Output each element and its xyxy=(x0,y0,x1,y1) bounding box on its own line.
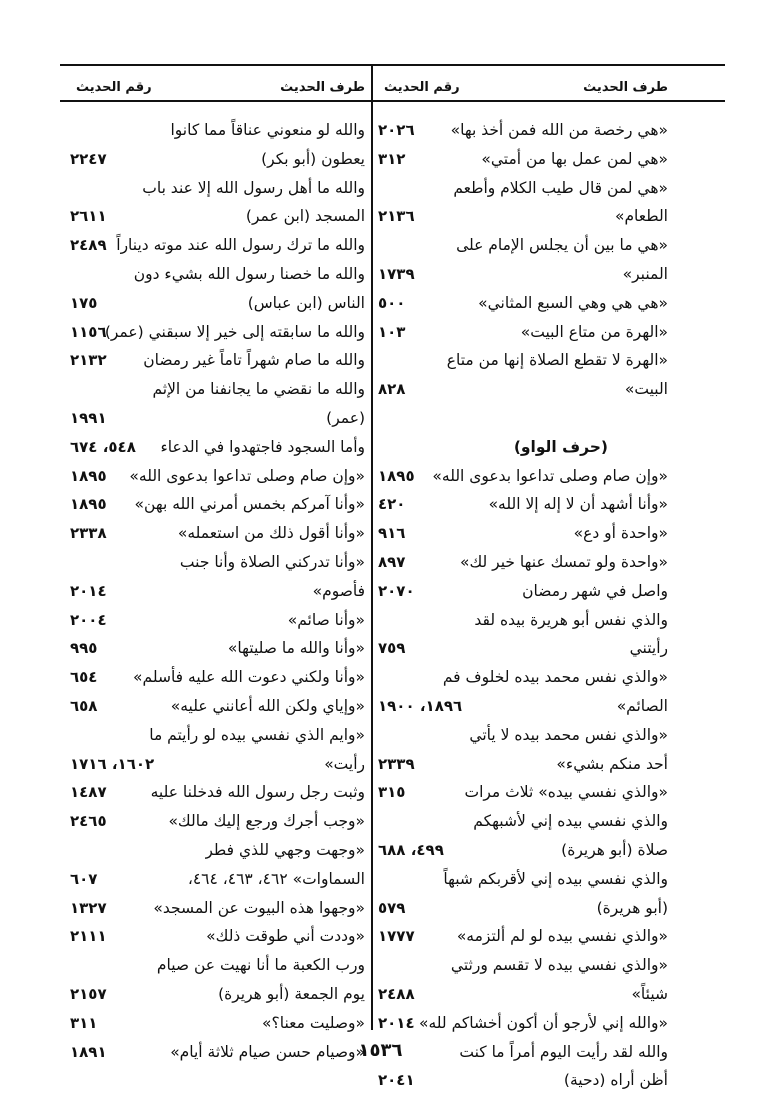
index-entry xyxy=(378,836,668,865)
index-entry xyxy=(70,375,365,404)
left-col-number-header: رقم الحديث xyxy=(76,80,152,95)
entry-number: ١٩٩١ xyxy=(70,408,107,427)
right-col-title: طرف الحديث xyxy=(583,80,668,95)
entry-number: ١٧٧٧ xyxy=(378,927,415,946)
entry-text: «والذي نفسي بيده لا تقسم ورثتي xyxy=(450,956,668,975)
entry-text: الطعام» xyxy=(614,207,668,226)
index-entry xyxy=(70,519,365,548)
entry-number: ٢٦١١ xyxy=(70,207,107,226)
index-entry xyxy=(70,289,365,318)
index-entry xyxy=(378,462,668,491)
entry-text: المنبر» xyxy=(622,264,668,283)
entry-text: «وأنا أشهد أن لا إله إلا الله» xyxy=(488,495,668,514)
index-entry xyxy=(70,836,365,865)
entry-number: ٦٠٧ xyxy=(70,869,98,888)
entry-number: ٢٣٣٨ xyxy=(70,524,107,543)
index-entry xyxy=(378,174,668,203)
section-heading xyxy=(378,433,668,462)
entry-number: ١٨٩٥ xyxy=(378,466,415,485)
entry-text: «هي لمن عمل بها من أمتي» xyxy=(481,149,668,168)
index-entry xyxy=(70,346,365,375)
entry-number: ١٨٩١ xyxy=(70,1042,107,1061)
index-entry xyxy=(378,260,668,289)
entry-text: «وأنا تدركني الصلاة وأنا جنب xyxy=(179,552,365,571)
index-entry xyxy=(378,922,668,951)
entry-number: ١٤٨٧ xyxy=(70,783,107,802)
entry-text: «واحدة ولو تمسك عنها خير لك» xyxy=(459,552,668,571)
entry-text: «وأنا آمركم بخمس أمرني الله بهن» xyxy=(134,495,365,514)
entry-number: ١٧٥ xyxy=(70,293,98,312)
index-entry xyxy=(378,289,668,318)
entry-number: ٢٤٦٥ xyxy=(70,812,107,831)
index-entry xyxy=(378,807,668,836)
entry-number: ١٨٩٥ xyxy=(70,466,107,485)
index-entry xyxy=(378,663,668,692)
entry-number: ٤٢٠ xyxy=(378,495,406,514)
column-divider xyxy=(371,64,373,1030)
entry-text: والله ما سابقته إلى خير إلا سبقني (عمر) xyxy=(104,322,365,341)
index-entry xyxy=(70,404,365,433)
index-entry xyxy=(70,318,365,347)
left-entries xyxy=(70,116,365,1066)
index-entry xyxy=(378,778,668,807)
entry-text: (أبو هريرة) xyxy=(596,898,668,917)
index-entry xyxy=(70,894,365,923)
entry-text: «وجهت وجهي للذي فطر xyxy=(205,840,365,859)
index-entry xyxy=(70,951,365,980)
entry-text: «وجهوا هذه البيوت عن المسجد» xyxy=(153,898,365,917)
entry-number: ٤٩٩، ٦٨٨ xyxy=(378,840,444,859)
index-entry xyxy=(70,490,365,519)
entry-number: ٢٠٢٦ xyxy=(378,121,415,139)
entry-text: «هي رخصة من الله فمن أخذ بها» xyxy=(450,121,668,139)
entry-text: والذي نفس أبو هريرة بيده لقد xyxy=(474,610,668,629)
index-entry xyxy=(70,231,365,260)
entry-text: يعطون (أبو بكر) xyxy=(261,149,365,168)
index-entry xyxy=(378,318,668,347)
entry-text: «واحدة أو دع» xyxy=(573,524,668,543)
entry-text: (عمر) xyxy=(326,408,365,427)
entry-number: ٦٥٤ xyxy=(70,668,98,687)
entry-number: ١٧٣٩ xyxy=(378,264,415,283)
index-entry xyxy=(70,433,365,462)
index-entry xyxy=(70,922,365,951)
entry-number: ٢٠٠٤ xyxy=(70,610,107,629)
entry-number: ٧٥٩ xyxy=(378,639,406,658)
entry-text: «الهرة من متاع البيت» xyxy=(520,322,668,341)
entry-number: ٢٠١٤ xyxy=(378,1013,415,1032)
index-entry xyxy=(378,116,668,145)
entry-text: ورب الكعبة ما أنا نهيت عن صيام xyxy=(156,956,365,975)
entry-text: «وأنا والله ما صليتها» xyxy=(227,639,365,658)
entry-number: ١٨٩٥ xyxy=(70,495,107,514)
index-entry xyxy=(70,778,365,807)
entry-text: والله لقد رأيت اليوم أمراً ما كنت xyxy=(459,1042,668,1061)
entry-text: والله ما ترك رسول الله عند موته ديناراً xyxy=(116,236,365,255)
index-entry xyxy=(70,174,365,203)
index-entry xyxy=(70,980,365,1009)
entry-text: «والله إني لأرجو أن أكون أخشاكم لله» xyxy=(419,1013,668,1032)
entry-text: «وإن صام وصلى تداعوا بدعوى الله» xyxy=(129,466,365,485)
entry-text: السماوات» ٤٦٢، ٤٦٣، ٤٦٤، xyxy=(187,869,365,888)
entry-text: والله ما خصنا رسول الله بشيء دون xyxy=(133,264,365,283)
index-entry xyxy=(378,404,668,433)
entry-text: «والذي نفسي بيده» ثلاث مرات xyxy=(464,783,668,802)
entry-text: والله ما أهل رسول الله إلا عند باب xyxy=(142,178,365,197)
entry-text: رأيت» xyxy=(324,754,365,773)
entry-text: «والذي نفس محمد بيده لا يأتي xyxy=(469,725,668,744)
entry-number: ٢٠٧٠ xyxy=(378,581,415,600)
entry-text: رأيتني xyxy=(629,639,668,658)
index-entry xyxy=(70,721,365,750)
index-entry xyxy=(378,490,668,519)
entry-number: ٩٩٥ xyxy=(70,639,98,658)
entry-text: «وإن صام وصلى تداعوا بدعوى الله» xyxy=(432,466,668,485)
entry-text: الناس (ابن عباس) xyxy=(247,293,365,312)
index-entry xyxy=(378,202,668,231)
entry-text: المسجد (ابن عمر) xyxy=(245,207,365,226)
index-entry xyxy=(378,577,668,606)
entry-text: والله ما نقضي ما يجانفنا من الإثم xyxy=(152,380,365,399)
index-entry xyxy=(378,692,668,721)
entry-text: والله ما صام شهراً تاماً غير رمضان xyxy=(143,351,365,370)
index-entry xyxy=(378,519,668,548)
entry-text: «وايم الذي نفسي بيده لو رأيتم ما xyxy=(149,725,365,744)
entry-text: الصائم» xyxy=(616,696,668,715)
entry-text: «والذي نفس محمد بيده لخلوف فم xyxy=(442,668,668,687)
index-entry xyxy=(70,116,365,145)
entry-text: «هي ما بين أن يجلس الإمام على xyxy=(456,236,668,255)
index-entry xyxy=(70,634,365,663)
entry-number: ٥٤٨، ٦٧٤ xyxy=(70,437,136,456)
entry-text: شيئاً» xyxy=(631,984,668,1003)
entry-text: فأصوم» xyxy=(312,581,365,600)
index-entry xyxy=(70,260,365,289)
entry-text: «وصليت معنا؟» xyxy=(262,1013,365,1032)
entry-text: «والذي نفسي بيده لو لم ألتزمه» xyxy=(456,927,668,946)
index-entry xyxy=(70,1009,365,1038)
index-entry xyxy=(70,548,365,577)
entry-number: ٣١١ xyxy=(70,1013,98,1032)
entry-number: ٣١٥ xyxy=(378,783,406,802)
index-entry xyxy=(70,750,365,779)
entry-text: وأما السجود فاجتهدوا في الدعاء xyxy=(160,437,365,456)
entry-text: «هي لمن قال طيب الكلام وأطعم xyxy=(453,178,668,197)
index-entry xyxy=(378,375,668,404)
entry-number: ٨٢٨ xyxy=(378,380,406,399)
index-entry xyxy=(378,346,668,375)
index-entry xyxy=(70,462,365,491)
index-entry xyxy=(70,692,365,721)
entry-text: «وأنا ولكني دعوت الله عليه فأسلم» xyxy=(133,668,365,687)
entry-number: ٩١٦ xyxy=(378,524,406,543)
entry-number: ٢٤٨٨ xyxy=(378,984,415,1003)
entry-text: أظن أراه (دحية) xyxy=(563,1071,668,1090)
entry-number: ٢١٣٦ xyxy=(378,207,415,226)
entry-number: ٣١٢ xyxy=(378,149,406,168)
right-col-number-header: رقم الحديث xyxy=(384,80,460,95)
entry-text: «وددت أني طوقت ذلك» xyxy=(206,927,365,946)
entry-text: يوم الجمعة (أبو هريرة) xyxy=(218,984,365,1003)
entry-number: ٢٠١٤ xyxy=(70,581,107,600)
index-entry xyxy=(378,606,668,635)
entry-number: ٥٧٩ xyxy=(378,898,406,917)
index-entry xyxy=(378,548,668,577)
entry-number: ١٠٣ xyxy=(378,322,406,341)
entry-text: (حرف الواو) xyxy=(513,437,608,456)
index-entry xyxy=(378,750,668,779)
entry-number: ٨٩٧ xyxy=(378,552,406,571)
entry-number: ١٣٢٧ xyxy=(70,898,107,917)
entry-number: ٢٤٨٩ xyxy=(70,236,107,255)
entry-text: صلاة (أبو هريرة) xyxy=(561,840,668,859)
entry-text: «الهرة لا تقطع الصلاة إنها من متاع xyxy=(446,351,668,370)
entry-number: ٥٠٠ xyxy=(378,293,406,312)
entry-number: ٢١٥٧ xyxy=(70,984,107,1003)
entry-number: ٢٢٤٧ xyxy=(70,149,107,168)
entry-text: والذي نفسي بيده إني لأقربكم شبهاً xyxy=(443,869,668,888)
index-entry xyxy=(378,145,668,174)
index-entry xyxy=(70,577,365,606)
index-entry xyxy=(378,1009,668,1038)
entry-number: ٢٣٣٩ xyxy=(378,754,415,773)
right-entries xyxy=(378,116,668,1095)
index-entry xyxy=(378,1066,668,1095)
index-entry xyxy=(70,606,365,635)
entry-text: البيت» xyxy=(624,380,668,399)
index-entry xyxy=(70,145,365,174)
index-entry xyxy=(70,202,365,231)
entry-number: ٦٥٨ xyxy=(70,696,98,715)
index-entry xyxy=(378,634,668,663)
entry-number: ١٨٩٦، ١٩٠٠ xyxy=(378,696,463,715)
index-entry xyxy=(70,807,365,836)
entry-number: ٢١١١ xyxy=(70,927,107,946)
entry-text: والذي نفسي بيده إني لأشبهكم xyxy=(473,812,668,831)
index-entry xyxy=(378,894,668,923)
entry-text: «وأنا صائم» xyxy=(287,610,365,629)
index-entry xyxy=(70,865,365,894)
index-entry xyxy=(70,663,365,692)
entry-text: «هي هي وهي السبع المثاني» xyxy=(478,293,668,312)
page-number: ١٥٣٦ xyxy=(358,1040,403,1061)
entry-number: ١١٥٦ xyxy=(70,322,107,341)
entry-text: وثبت رجل رسول الله فدخلنا عليه xyxy=(150,783,365,802)
entry-number: ١٦٠٢، ١٧١٦ xyxy=(70,754,155,773)
index-entry xyxy=(378,951,668,980)
entry-text: «وأنا أقول ذلك من استعمله» xyxy=(177,524,365,543)
entry-number: ٢٠٤١ xyxy=(378,1071,415,1090)
entry-text: أحد منكم بشيء» xyxy=(556,754,668,773)
entry-text: واصل في شهر رمضان xyxy=(522,581,668,600)
left-col-title: طرف الحديث xyxy=(280,80,365,95)
entry-text: «وإياي ولكن الله أعانني عليه» xyxy=(170,696,365,715)
entry-number: ٢١٣٢ xyxy=(70,351,107,370)
entry-text: والله لو منعوني عناقاً مما كانوا xyxy=(170,121,365,139)
index-entry xyxy=(378,865,668,894)
entry-text: «وصيام حسن صيام ثلاثة أيام» xyxy=(170,1042,365,1061)
index-entry xyxy=(378,721,668,750)
index-entry xyxy=(378,980,668,1009)
entry-text: «وجب أجرك ورجع إليك مالك» xyxy=(168,812,365,831)
top-rule xyxy=(60,64,725,66)
index-entry xyxy=(378,231,668,260)
